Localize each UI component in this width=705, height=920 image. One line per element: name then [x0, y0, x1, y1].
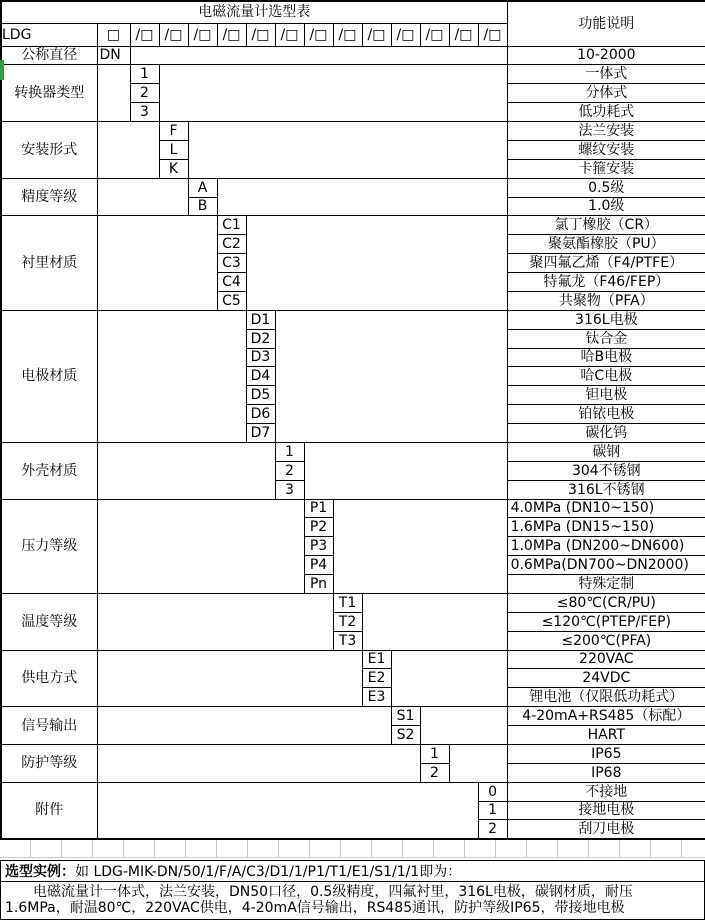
code-cell: D7	[246, 424, 275, 443]
description-cell: 分体式	[507, 84, 705, 103]
code-cell: 3	[275, 480, 304, 499]
code-cell: S2	[391, 726, 420, 745]
code-box: /□	[333, 23, 362, 46]
example-label: 选型实例：	[5, 863, 75, 880]
description-cell: 锂电池（仅限低功耗式）	[507, 688, 705, 707]
description-cell: 4.0MPa (DN10~150)	[507, 499, 705, 518]
code-cell: D3	[246, 348, 275, 367]
code-cell: D1	[246, 310, 275, 329]
description-cell: 碳化钨	[507, 424, 705, 443]
example-description-line-1: 电磁流量计一体式，法兰安装，DN50口径，0.5级精度，四氟衬里，316L电极，碳钢材质，耐压	[33, 883, 633, 900]
code-cell: 2	[130, 84, 159, 103]
category-label: 外壳材质	[1, 442, 97, 499]
option-row	[1, 178, 705, 197]
code-box: /□	[304, 23, 333, 46]
description-cell: 1.0MPa (DN200~DN600)	[507, 537, 705, 556]
description-cell: 钽电极	[507, 386, 705, 405]
description-cell: 316L不锈钢	[507, 480, 705, 499]
description-cell: HART	[507, 726, 705, 745]
code-cell: 0	[478, 782, 507, 801]
option-row	[1, 122, 705, 141]
option-row	[1, 782, 705, 801]
option-row	[1, 442, 705, 461]
option-row	[1, 593, 705, 612]
example-description-line-2: 1.6MPa，耐温80℃，220VAC供电，4-20mA信号输出，RS485通讯，防护等级IP65，带接地电极	[5, 899, 625, 916]
spacer-cell	[97, 65, 130, 122]
description-cell: 304不锈钢	[507, 461, 705, 480]
description-cell: 10-2000	[507, 46, 705, 65]
code-cell: B	[188, 197, 217, 216]
option-row	[1, 499, 705, 518]
code-cell: D5	[246, 386, 275, 405]
description-cell: 0.5级	[507, 178, 705, 197]
description-cell: 氯丁橡胶（CR）	[507, 216, 705, 235]
selection-example-heading	[0, 860, 705, 882]
category-label: 防护等级	[1, 744, 97, 782]
code-cell: P4	[304, 556, 333, 575]
category-label: 转换器类型	[1, 65, 97, 122]
code-box: /□	[420, 23, 449, 46]
category-label: 压力等级	[1, 499, 97, 593]
option-row	[1, 65, 705, 84]
option-row	[1, 310, 705, 329]
code-cell: S1	[391, 707, 420, 726]
code-cell: C2	[217, 235, 246, 254]
spacer-cell	[449, 744, 507, 782]
category-label: 附件	[1, 782, 97, 839]
option-row	[1, 216, 705, 235]
code-cell: P2	[304, 518, 333, 537]
option-row	[1, 744, 705, 763]
category-label: 温度等级	[1, 593, 97, 650]
description-cell: 1.0级	[507, 197, 705, 216]
description-cell: 一体式	[507, 65, 705, 84]
code-cell: 2	[275, 461, 304, 480]
title-row	[1, 1, 705, 23]
spacer-cell	[97, 744, 420, 782]
description-cell: 卡箍安装	[507, 159, 705, 178]
description-cell: 接地电极	[507, 801, 705, 820]
code-box: /□	[275, 23, 304, 46]
code-cell: D2	[246, 329, 275, 348]
green-selection-artifact	[0, 60, 4, 80]
description-cell: 24VDC	[507, 669, 705, 688]
description-cell: 碳钢	[507, 442, 705, 461]
spacer-cell	[130, 46, 507, 65]
selection-example-description	[0, 882, 705, 920]
option-row	[1, 650, 705, 669]
code-box: /□	[217, 23, 246, 46]
description-cell: 聚四氟乙烯（F4/PTFE）	[507, 254, 705, 273]
code-cell: E3	[362, 688, 391, 707]
spacer-cell	[304, 442, 507, 499]
description-cell: IP65	[507, 744, 705, 763]
code-cell: C4	[217, 273, 246, 292]
description-cell: 铂铱电极	[507, 405, 705, 424]
description-cell: ≤80℃(CR/PU)	[507, 593, 705, 612]
code-box: /□	[188, 23, 217, 46]
spacer-cell	[97, 442, 275, 499]
spacer-cell	[97, 707, 391, 745]
spacer-cell	[97, 650, 362, 707]
spacer-cell	[333, 499, 507, 593]
code-cell: L	[159, 140, 188, 159]
code-cell: K	[159, 159, 188, 178]
description-cell: 低功耗式	[507, 103, 705, 122]
code-cell: C1	[217, 216, 246, 235]
category-label: 精度等级	[1, 178, 97, 216]
code-cell: E2	[362, 669, 391, 688]
code-cell: DN	[97, 46, 130, 65]
dn-code-box: □	[97, 23, 130, 46]
code-box: /□	[391, 23, 420, 46]
code-cell: C3	[217, 254, 246, 273]
description-cell: 哈B电极	[507, 348, 705, 367]
category-label: 安装形式	[1, 122, 97, 179]
code-box: /□	[246, 23, 275, 46]
code-cell: 2	[420, 763, 449, 782]
spreadsheet-gridline-row	[0, 840, 705, 858]
code-box: /□	[478, 23, 507, 46]
description-cell: 钛合金	[507, 329, 705, 348]
description-cell: 螺纹安装	[507, 140, 705, 159]
code-box: /□	[449, 23, 478, 46]
code-cell: 1	[420, 744, 449, 763]
example-code-text: 如 LDG-MIK-DN/50/1/F/A/C3/D1/1/P1/T1/E1/S1/1/1即为：	[75, 863, 462, 880]
description-cell: 220VAC	[507, 650, 705, 669]
description-cell: 共聚物（PFA）	[507, 291, 705, 310]
category-label: 公称直径	[1, 46, 97, 65]
description-cell: 316L电极	[507, 310, 705, 329]
description-cell: IP68	[507, 763, 705, 782]
category-label: 供电方式	[1, 650, 97, 707]
code-box: /□	[159, 23, 188, 46]
code-cell: 1	[130, 65, 159, 84]
description-cell: 1.6MPa (DN15~150)	[507, 518, 705, 537]
code-cell: D6	[246, 405, 275, 424]
code-box: /□	[130, 23, 159, 46]
spacer-cell	[420, 707, 507, 745]
spacer-cell	[391, 650, 507, 707]
code-cell: F	[159, 122, 188, 141]
code-cell: D4	[246, 367, 275, 386]
spacer-cell	[97, 122, 159, 179]
description-cell: 0.6MPa(DN700~DN2000)	[507, 556, 705, 575]
category-label: 信号输出	[1, 707, 97, 745]
code-cell: 1	[275, 442, 304, 461]
description-cell: 刮刀电极	[507, 820, 705, 839]
code-cell: Pn	[304, 575, 333, 594]
code-box: /□	[362, 23, 391, 46]
option-row	[1, 46, 705, 65]
code-cell: P1	[304, 499, 333, 518]
description-cell: 特氟龙（F46/FEP）	[507, 273, 705, 292]
description-cell: 特殊定制	[507, 575, 705, 594]
spacer-cell	[217, 178, 507, 216]
spacer-cell	[97, 310, 246, 442]
option-row	[1, 707, 705, 726]
description-cell: 法兰安装	[507, 122, 705, 141]
description-cell: 不接地	[507, 782, 705, 801]
spacer-cell	[362, 593, 507, 650]
code-cell: P3	[304, 537, 333, 556]
model-code-label: LDG	[1, 23, 97, 46]
description-cell: 4-20mA+RS485（标配）	[507, 707, 705, 726]
code-cell: 1	[478, 801, 507, 820]
code-cell: 2	[478, 820, 507, 839]
spacer-cell	[97, 782, 478, 839]
spacer-cell	[97, 499, 304, 593]
spacer-cell	[97, 593, 333, 650]
table-title: 电磁流量计选型表	[1, 1, 507, 23]
category-label: 电极材质	[1, 310, 97, 442]
category-label: 衬里材质	[1, 216, 97, 310]
function-column-header: 功能说明	[507, 1, 705, 46]
spacer-cell	[246, 216, 507, 310]
spacer-cell	[159, 65, 507, 122]
spacer-cell	[188, 122, 507, 179]
code-cell: 3	[130, 103, 159, 122]
spacer-cell	[97, 216, 217, 310]
description-cell: ≤200℃(PFA)	[507, 631, 705, 650]
description-cell: 聚氨酯橡胶（PU）	[507, 235, 705, 254]
description-cell: 哈C电极	[507, 367, 705, 386]
spacer-cell	[97, 178, 188, 216]
spacer-cell	[275, 310, 507, 442]
code-cell: T2	[333, 612, 362, 631]
code-cell: A	[188, 178, 217, 197]
code-cell: T1	[333, 593, 362, 612]
description-cell: ≤120℃(PTEP/FEP)	[507, 612, 705, 631]
code-cell: T3	[333, 631, 362, 650]
code-cell: E1	[362, 650, 391, 669]
code-cell: C5	[217, 291, 246, 310]
